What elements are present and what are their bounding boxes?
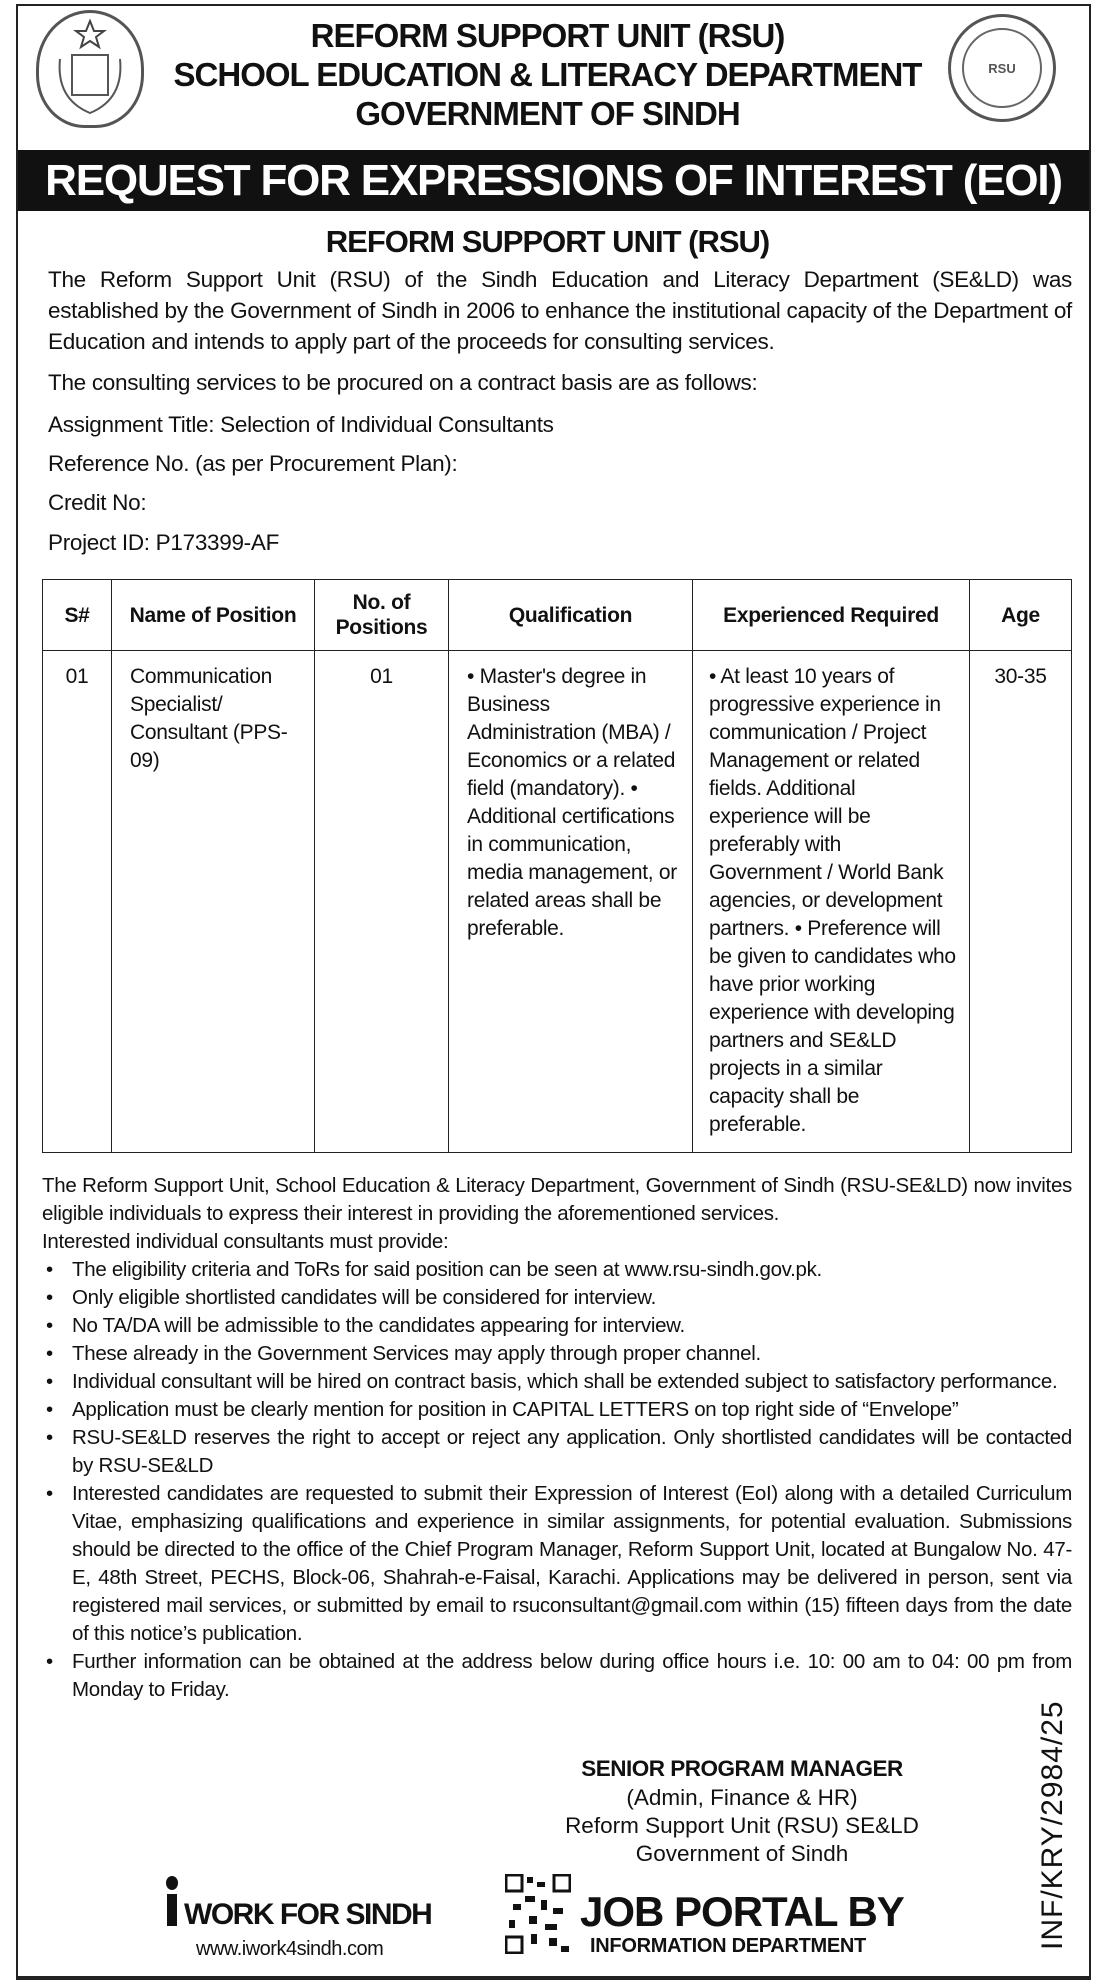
signature-line-2: (Admin, Finance & HR) <box>626 1785 858 1810</box>
list-item: • These already in the Government Services may apply through proper channel. <box>42 1340 1072 1368</box>
list-item: • RSU-SE&LD reserves the right to accept or reject any application. Only shortlisted candidates will be contacted by RSU-SE&LD <box>42 1424 1072 1480</box>
signature-line-4: Government of Sindh <box>635 1841 849 1866</box>
must-provide-label: Interested individual consultants must provide: <box>42 1230 449 1253</box>
qr-code-icon[interactable] <box>505 1874 571 1954</box>
list-item: • Individual consultant will be hired on contract basis, which shall be extended subject to satisfactory performance. <box>42 1368 1072 1396</box>
job-portal-text: JOB PORTAL BY <box>580 1888 904 1935</box>
cell-age: 30-35 <box>970 651 1072 1153</box>
table-row <box>43 651 1072 1153</box>
project-id: Project ID: P173399-AF <box>48 530 280 555</box>
header-line-3: GOVERNMENT OF SINDH <box>355 95 740 132</box>
intro-paragraph: The Reform Support Unit (RSU) of the Sindh Education and Literacy Department (SE&LD) was established by the Government of Sindh in 2006 to enhance the institutional capacity of the Department of Education and intends to apply part of the proceeds for consulting services. <box>48 267 1072 354</box>
cell-qualification: • Master's degree in Business Administration (MBA) / Economics or a related field (mandatory). • Additional certifications in communication, media management, or related areas shall be preferable. <box>449 651 693 1153</box>
information-department-text: INFORMATION DEPARTMENT <box>590 1935 866 1957</box>
header-experience: Experienced Required <box>693 580 970 651</box>
eoi-banner: REQUEST FOR EXPRESSIONS OF INTEREST (EOI) <box>18 150 1089 211</box>
header-position: Name of Position <box>112 580 315 651</box>
list-item: • No TA/DA will be admissible to the candidates appearing for interview. <box>42 1312 1072 1340</box>
invite-paragraph: The Reform Support Unit, School Education & Literacy Department, Government of Sindh (RSU-SE&LD) now invites eligible individuals to express their interest in providing the aforementioned services. <box>42 1174 1072 1225</box>
iwork-i-icon <box>164 1876 180 1928</box>
subtitle: REFORM SUPPORT UNIT (RSU) <box>325 224 770 259</box>
table-header-row <box>43 580 1072 651</box>
header-sno: S# <box>43 580 112 651</box>
list-item: • Interested candidates are requested to submit their Expression of Interest (EoI) along with a detailed Curriculum Vitae, emphasizing qualifications and experience in similar assignments, for potential evaluation. Submissions should be directed to the office of the Chief Program Manager, Reform Support Unit, located at Bungalow No. 47-E, 48th Street, PECHS, Block-06, Shahrah-e-Faisal, Karachi. Applications may be delivered in person, sent via registered mail services, or submitted by email to rsuconsultant@gmail.com within (15) fifteen days from the date of this notice’s publication. <box>42 1480 1072 1648</box>
reference-code: INF/KRY/2984/25 <box>1036 1700 1069 1950</box>
header-line-1: REFORM SUPPORT UNIT (RSU) <box>310 17 785 54</box>
list-item: • Application must be clearly mention for position in CAPITAL LETTERS on top right side of “Envelope” <box>42 1396 1072 1424</box>
rsu-seal-text: RSU <box>962 28 1042 108</box>
header-age: Age <box>970 580 1072 651</box>
iwork-url[interactable]: www.iwork4sindh.com <box>196 1938 384 1960</box>
signature-line-3: Reform Support Unit (RSU) SE&LD <box>565 1813 919 1838</box>
header-qualification: Qualification <box>449 580 693 651</box>
cell-position: Communication Specialist/ Consultant (PPS-09) <box>112 651 315 1153</box>
cell-experience: • At least 10 years of progressive experience in communication / Project Management or related fields. Additional experience will be preferably with Government / World Bank agencies, or development partners. • Preference will be given to candidates who have prior working experience with developing partners and SE&LD projects in a similar capacity shall be preferable. <box>693 651 970 1153</box>
credit-no: Credit No: <box>48 490 147 515</box>
cell-sno: 01 <box>43 651 112 1153</box>
reference-no: Reference No. (as per Procurement Plan): <box>48 451 458 476</box>
cell-count: 01 <box>315 651 449 1153</box>
header-count: No. of Positions <box>315 580 449 651</box>
assignment-title: Assignment Title: Selection of Individual Consultants <box>48 412 554 437</box>
consulting-line: The consulting services to be procured on a contract basis are as follows: <box>48 370 758 395</box>
signature-title: SENIOR PROGRAM MANAGER <box>581 1756 903 1781</box>
requirements-list <box>42 1256 1072 1704</box>
positions-table <box>42 579 1072 1153</box>
terms-section <box>42 1172 1072 1704</box>
list-item: • The eligibility criteria and ToRs for said position can be seen at www.rsu-sindh.gov.pk. <box>42 1256 1072 1284</box>
iwork-logo-text: WORK FOR SINDH <box>184 1898 432 1931</box>
header-line-2: SCHOOL EDUCATION & LITERACY DEPARTMENT <box>173 56 922 93</box>
list-item: • Further information can be obtained at the address below during office hours i.e. 10: 00 am to 04: 00 pm from Monday to Friday. <box>42 1648 1072 1704</box>
list-item: • Only eligible shortlisted candidates will be considered for interview. <box>42 1284 1072 1312</box>
